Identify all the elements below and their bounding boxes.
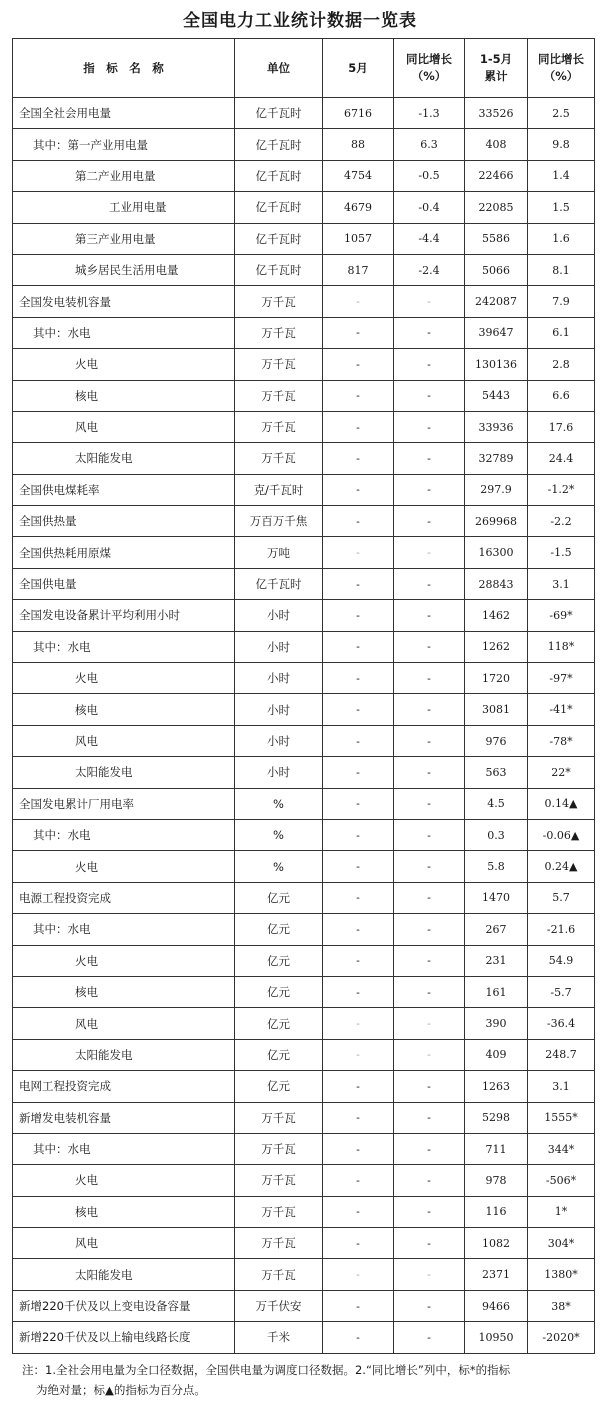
cell-cumulative-yoy: 1.4 [528,160,595,191]
table-row [13,254,595,285]
cell-may-value: 1057 [323,223,394,254]
cell-cumulative-yoy: 24.4 [528,443,595,474]
cell-cumulative: 409 [465,1039,528,1070]
header-unit: 单位 [235,39,323,98]
cell-cumulative: 269968 [465,506,528,537]
cell-may-yoy: - [394,1196,465,1227]
cell-cumulative: 1082 [465,1228,528,1259]
cell-unit: 亿千瓦时 [235,223,323,254]
cell-indicator-name: 工业用电量 [13,192,235,223]
cell-may-yoy: - [394,631,465,662]
table-row [13,976,595,1007]
cell-may-value: - [323,411,394,442]
cell-cumulative-yoy: 344* [528,1133,595,1164]
cell-may-yoy: - [394,380,465,411]
cell-may-yoy: -0.5 [394,160,465,191]
table-row [13,317,595,348]
cell-indicator-name: 火电 [13,1165,235,1196]
table-row [13,411,595,442]
cell-unit: 亿元 [235,976,323,1007]
cell-cumulative-yoy: 7.9 [528,286,595,317]
cell-indicator-name: 核电 [13,1196,235,1227]
cell-may-value: - [323,1322,394,1353]
cell-may-yoy: -0.4 [394,192,465,223]
cell-indicator-name: 新增220千伏及以上输电线路长度 [13,1322,235,1353]
cell-cumulative: 161 [465,976,528,1007]
cell-indicator-name: 第三产业用电量 [13,223,235,254]
table-row [13,568,595,599]
cell-cumulative: 39647 [465,317,528,348]
cell-cumulative: 1262 [465,631,528,662]
cell-cumulative: 1470 [465,882,528,913]
cell-cumulative-yoy: 2.5 [528,98,595,129]
header-indicator-name: 指 标 名 称 [13,39,235,98]
cell-may-value: 88 [323,129,394,160]
cell-cumulative: 563 [465,757,528,788]
table-row [13,1165,595,1196]
cell-may-yoy: - [394,506,465,537]
footnote-line-2: 为绝对量；标▲的指标为百分点。 [36,1383,206,1397]
cell-cumulative-yoy: 118* [528,631,595,662]
header-cumulative-label: 累计 [484,69,508,83]
cell-may-yoy: - [394,1102,465,1133]
cell-unit: 亿元 [235,914,323,945]
header-yoy-cumulative-unit: （%） [543,69,579,83]
cell-cumulative-yoy: -506* [528,1165,595,1196]
cell-may-yoy: - [394,1322,465,1353]
cell-unit: 小时 [235,757,323,788]
cell-unit: 千米 [235,1322,323,1353]
cell-unit: 万千瓦 [235,411,323,442]
table-row [13,160,595,191]
cell-indicator-name: 全国发电装机容量 [13,286,235,317]
cell-cumulative-yoy: 248.7 [528,1039,595,1070]
cell-cumulative: 267 [465,914,528,945]
table-row [13,757,595,788]
cell-may-value: - [323,631,394,662]
cell-may-value: - [323,788,394,819]
cell-cumulative: 1462 [465,600,528,631]
cell-cumulative-yoy: 1* [528,1196,595,1227]
cell-cumulative: 130136 [465,349,528,380]
cell-indicator-name: 其中：水电 [13,317,235,348]
cell-cumulative: 116 [465,1196,528,1227]
cell-cumulative: 33526 [465,98,528,129]
cell-may-yoy: - [394,882,465,913]
cell-may-value: 4754 [323,160,394,191]
cell-may-yoy: - [394,945,465,976]
cell-may-yoy: - [394,568,465,599]
cell-may-yoy: - [394,349,465,380]
cell-cumulative: 0.3 [465,819,528,850]
cell-cumulative-yoy: -1.5 [528,537,595,568]
cell-may-value: - [323,914,394,945]
cell-cumulative: 242087 [465,286,528,317]
table-row [13,380,595,411]
table-row [13,1228,595,1259]
cell-may-yoy: - [394,1165,465,1196]
cell-indicator-name: 全国供电煤耗率 [13,474,235,505]
cell-may-value: - [323,1228,394,1259]
cell-unit: 万千瓦 [235,1259,323,1290]
cell-cumulative-yoy: 5.7 [528,882,595,913]
cell-may-yoy: - [394,1039,465,1070]
table-row [13,1008,595,1039]
cell-may-value: 817 [323,254,394,285]
table-row [13,725,595,756]
cell-may-yoy: - [394,1071,465,1102]
cell-cumulative-yoy: -36.4 [528,1008,595,1039]
cell-cumulative: 297.9 [465,474,528,505]
cell-unit: 万百万千焦 [235,506,323,537]
cell-may-value: - [323,380,394,411]
table-row [13,506,595,537]
cell-may-value: - [323,568,394,599]
cell-may-value: - [323,725,394,756]
table-row [13,349,595,380]
table-row [13,694,595,725]
cell-unit: 小时 [235,663,323,694]
table-header-row [13,39,595,98]
cell-unit: 万千瓦 [235,443,323,474]
cell-unit: 小时 [235,725,323,756]
cell-cumulative-yoy: 304* [528,1228,595,1259]
cell-indicator-name: 全国发电累计厂用电率 [13,788,235,819]
cell-indicator-name: 电网工程投资完成 [13,1071,235,1102]
cell-cumulative-yoy: -2020* [528,1322,595,1353]
cell-cumulative-yoy: 9.8 [528,129,595,160]
cell-indicator-name: 新增发电装机容量 [13,1102,235,1133]
cell-indicator-name: 其中：水电 [13,1133,235,1164]
cell-cumulative: 408 [465,129,528,160]
cell-may-value: - [323,349,394,380]
cell-may-yoy: - [394,1290,465,1321]
cell-cumulative-yoy: -0.06▲ [528,819,595,850]
cell-may-yoy: - [394,663,465,694]
cell-unit: 亿元 [235,945,323,976]
cell-may-value: - [323,1133,394,1164]
cell-cumulative: 5298 [465,1102,528,1133]
table-row [13,286,595,317]
cell-unit: 亿千瓦时 [235,129,323,160]
cell-may-yoy: - [394,914,465,945]
cell-cumulative-yoy: 1380* [528,1259,595,1290]
cell-cumulative: 32789 [465,443,528,474]
cell-cumulative-yoy: 38* [528,1290,595,1321]
cell-indicator-name: 城乡居民生活用电量 [13,254,235,285]
cell-unit: 亿元 [235,1039,323,1070]
cell-indicator-name: 全国供热量 [13,506,235,537]
cell-indicator-name: 新增220千伏及以上变电设备容量 [13,1290,235,1321]
cell-unit: 万千瓦 [235,317,323,348]
cell-may-yoy: -4.4 [394,223,465,254]
cell-may-yoy: -2.4 [394,254,465,285]
cell-indicator-name: 太阳能发电 [13,443,235,474]
cell-cumulative: 390 [465,1008,528,1039]
cell-cumulative-yoy: -41* [528,694,595,725]
cell-may-value: - [323,1196,394,1227]
cell-cumulative-yoy: -97* [528,663,595,694]
cell-may-value: - [323,976,394,1007]
cell-cumulative-yoy: -78* [528,725,595,756]
cell-may-value: - [323,317,394,348]
cell-indicator-name: 全国供热耗用原煤 [13,537,235,568]
cell-unit: 万千瓦 [235,349,323,380]
cell-cumulative-yoy: 1555* [528,1102,595,1133]
cell-unit: 亿元 [235,1071,323,1102]
header-yoy-cumulative [528,39,595,98]
cell-may-yoy: - [394,851,465,882]
cell-unit: 万千瓦 [235,1165,323,1196]
table-row [13,98,595,129]
cell-may-value: 4679 [323,192,394,223]
table-row [13,914,595,945]
cell-may-value: - [323,694,394,725]
cell-may-value: - [323,851,394,882]
cell-cumulative: 1263 [465,1071,528,1102]
cell-may-yoy: - [394,1259,465,1290]
table-row [13,1322,595,1353]
cell-cumulative: 231 [465,945,528,976]
cell-may-value: - [323,537,394,568]
cell-may-value: - [323,819,394,850]
cell-cumulative-yoy: -2.2 [528,506,595,537]
cell-unit: 万千伏安 [235,1290,323,1321]
cell-unit: 亿千瓦时 [235,254,323,285]
cell-indicator-name: 火电 [13,945,235,976]
cell-may-yoy: - [394,976,465,1007]
cell-cumulative: 22085 [465,192,528,223]
cell-may-value: - [323,600,394,631]
cell-indicator-name: 全国发电设备累计平均利用小时 [13,600,235,631]
table-row [13,851,595,882]
cell-cumulative: 5066 [465,254,528,285]
cell-may-value: - [323,1259,394,1290]
cell-indicator-name: 风电 [13,411,235,442]
footnote-line-1: 注：1.全社会用电量为全口径数据，全国供电量为调度口径数据。2.“同比增长”列中，标*的指标 [22,1363,511,1377]
cell-unit: 克/千瓦时 [235,474,323,505]
table-row [13,1196,595,1227]
table-row [13,1039,595,1070]
cell-may-yoy: - [394,757,465,788]
header-yoy-cumulative-label: 同比增长 [538,52,584,66]
cell-unit: % [235,851,323,882]
cell-indicator-name: 其中：水电 [13,631,235,662]
cell-unit: 亿千瓦时 [235,192,323,223]
cell-indicator-name: 风电 [13,1228,235,1259]
cell-cumulative-yoy: 54.9 [528,945,595,976]
cell-may-yoy: - [394,1008,465,1039]
table-row [13,474,595,505]
cell-may-yoy: 6.3 [394,129,465,160]
cell-cumulative-yoy: 3.1 [528,1071,595,1102]
table-row [13,443,595,474]
cell-may-value: - [323,506,394,537]
page-title: 全国电力工业统计数据一览表 [183,11,417,31]
cell-may-value: 6716 [323,98,394,129]
table-row [13,192,595,223]
cell-indicator-name: 火电 [13,663,235,694]
cell-indicator-name: 全国供电量 [13,568,235,599]
cell-cumulative-yoy: 0.14▲ [528,788,595,819]
cell-cumulative-yoy: 8.1 [528,254,595,285]
table-row [13,1102,595,1133]
cell-cumulative-yoy: 17.6 [528,411,595,442]
cell-unit: % [235,819,323,850]
cell-may-yoy: - [394,694,465,725]
cell-may-yoy: - [394,600,465,631]
cell-unit: 亿千瓦时 [235,98,323,129]
table-row [13,882,595,913]
cell-may-yoy: - [394,443,465,474]
cell-may-yoy: - [394,537,465,568]
table-row [13,537,595,568]
cell-unit: 万千瓦 [235,1228,323,1259]
cell-cumulative-yoy: -1.2* [528,474,595,505]
table-row [13,788,595,819]
cell-cumulative: 711 [465,1133,528,1164]
header-yoy-may [394,39,465,98]
cell-cumulative: 1720 [465,663,528,694]
cell-cumulative-yoy: -5.7 [528,976,595,1007]
cell-cumulative: 28843 [465,568,528,599]
cell-unit: 亿千瓦时 [235,160,323,191]
cell-may-yoy: - [394,286,465,317]
cell-cumulative-yoy: 22* [528,757,595,788]
cell-cumulative: 9466 [465,1290,528,1321]
cell-cumulative-yoy: 0.24▲ [528,851,595,882]
cell-cumulative: 978 [465,1165,528,1196]
cell-may-yoy: - [394,1133,465,1164]
cell-may-value: - [323,1071,394,1102]
cell-may-value: - [323,1008,394,1039]
cell-indicator-name: 核电 [13,694,235,725]
cell-indicator-name: 风电 [13,1008,235,1039]
statistics-table [12,38,595,1354]
cell-indicator-name: 太阳能发电 [13,1259,235,1290]
cell-cumulative-yoy: 6.6 [528,380,595,411]
cell-indicator-name: 第二产业用电量 [13,160,235,191]
cell-indicator-name: 太阳能发电 [13,757,235,788]
table-row [13,1290,595,1321]
cell-cumulative: 10950 [465,1322,528,1353]
cell-unit: 小时 [235,694,323,725]
cell-cumulative: 5586 [465,223,528,254]
cell-may-yoy: - [394,819,465,850]
cell-cumulative: 3081 [465,694,528,725]
table-row [13,1259,595,1290]
table-row [13,631,595,662]
cell-may-yoy: - [394,474,465,505]
cell-indicator-name: 太阳能发电 [13,1039,235,1070]
header-cumulative [465,39,528,98]
cell-cumulative: 4.5 [465,788,528,819]
cell-cumulative-yoy: 1.5 [528,192,595,223]
cell-cumulative-yoy: 1.6 [528,223,595,254]
cell-unit: 亿元 [235,882,323,913]
cell-may-yoy: - [394,411,465,442]
cell-cumulative: 33936 [465,411,528,442]
header-may: 5月 [323,39,394,98]
cell-indicator-name: 其中：水电 [13,819,235,850]
cell-unit: 小时 [235,631,323,662]
cell-unit: 亿元 [235,1008,323,1039]
table-row [13,819,595,850]
cell-cumulative-yoy: -21.6 [528,914,595,945]
cell-indicator-name: 火电 [13,349,235,380]
cell-indicator-name: 其中：水电 [13,914,235,945]
table-row [13,945,595,976]
cell-indicator-name: 核电 [13,976,235,1007]
cell-unit: 万千瓦 [235,1102,323,1133]
cell-cumulative: 5443 [465,380,528,411]
cell-cumulative-yoy: -69* [528,600,595,631]
cell-may-value: - [323,1102,394,1133]
cell-cumulative: 16300 [465,537,528,568]
cell-may-yoy: - [394,317,465,348]
cell-cumulative-yoy: 2.8 [528,349,595,380]
cell-may-value: - [323,474,394,505]
table-body [13,98,595,1354]
cell-cumulative: 5.8 [465,851,528,882]
cell-unit: 亿千瓦时 [235,568,323,599]
table-row [13,1133,595,1164]
cell-cumulative-yoy: 3.1 [528,568,595,599]
cell-may-value: - [323,757,394,788]
table-row [13,129,595,160]
cell-may-value: - [323,443,394,474]
cell-may-value: - [323,286,394,317]
cell-unit: 万千瓦 [235,1133,323,1164]
cell-cumulative: 22466 [465,160,528,191]
table-row [13,1071,595,1102]
cell-indicator-name: 其中：第一产业用电量 [13,129,235,160]
table-row [13,600,595,631]
cell-indicator-name: 电源工程投资完成 [13,882,235,913]
cell-may-yoy: - [394,1228,465,1259]
table-row [13,223,595,254]
cell-may-value: - [323,945,394,976]
header-cumulative-period: 1-5月 [479,52,513,66]
cell-indicator-name: 核电 [13,380,235,411]
cell-may-value: - [323,663,394,694]
header-yoy-may-label: 同比增长 [406,52,452,66]
footnote [22,1360,587,1400]
cell-unit: 万吨 [235,537,323,568]
cell-may-value: - [323,1165,394,1196]
cell-may-value: - [323,882,394,913]
cell-unit: 万千瓦 [235,1196,323,1227]
header-yoy-may-unit: （%） [411,69,447,83]
cell-may-yoy: -1.3 [394,98,465,129]
cell-unit: 小时 [235,600,323,631]
cell-cumulative: 976 [465,725,528,756]
cell-unit: 万千瓦 [235,380,323,411]
cell-cumulative-yoy: 6.1 [528,317,595,348]
cell-indicator-name: 火电 [13,851,235,882]
cell-unit: % [235,788,323,819]
cell-may-value: - [323,1039,394,1070]
cell-may-value: - [323,1290,394,1321]
cell-indicator-name: 风电 [13,725,235,756]
cell-unit: 万千瓦 [235,286,323,317]
cell-cumulative: 2371 [465,1259,528,1290]
cell-indicator-name: 全国全社会用电量 [13,98,235,129]
table-row [13,663,595,694]
cell-may-yoy: - [394,788,465,819]
cell-may-yoy: - [394,725,465,756]
